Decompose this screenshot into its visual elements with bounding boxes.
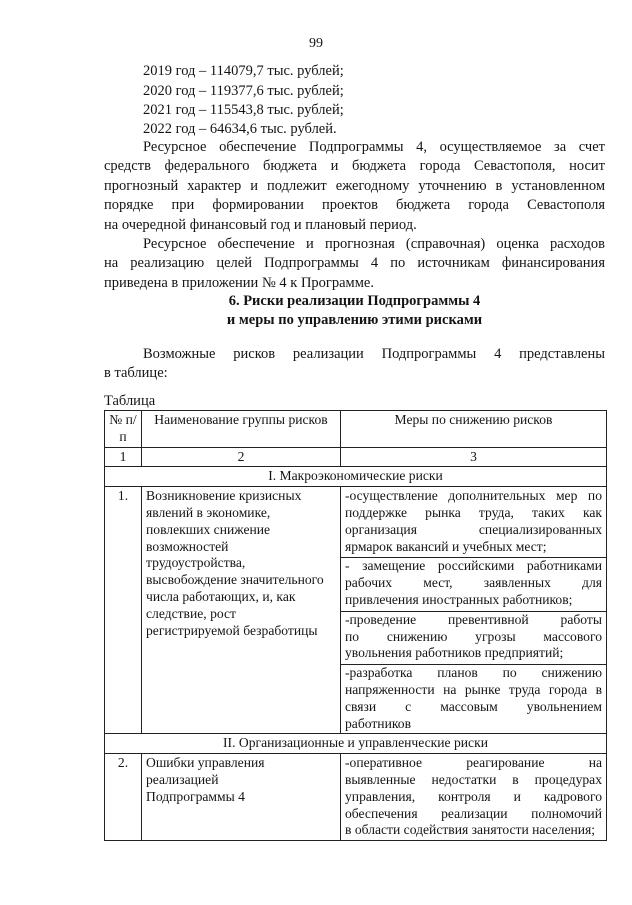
para1-line: на очередной финансовый год и плановый период. — [104, 216, 417, 233]
para1-line: Ресурсное обеспечение Подпрограммы 4, осуществляемое за счет — [143, 139, 605, 155]
measure-line: рабочих мест, заявленных для — [345, 575, 602, 591]
para3-line: в таблице: — [104, 365, 168, 382]
measure-line: организация специализированных — [345, 521, 602, 537]
risk-group-cell — [142, 754, 341, 841]
measure-line: -разработка планов по снижению — [345, 665, 602, 681]
risk-group-line: высвобождение значительного — [146, 572, 324, 588]
measure-line: -проведение превентивной работы — [345, 611, 602, 627]
funding-year-2021: 2021 год – 115543,8 тыс. рублей; — [143, 102, 344, 118]
measure-line: управления, контроля и кадрового — [345, 788, 602, 804]
measure-line: -оперативное реагирование на — [345, 755, 602, 771]
risk-group-line: возможностей — [146, 538, 229, 554]
section-heading — [104, 292, 605, 330]
risks-intro-paragraph — [104, 345, 605, 384]
table-section-row-2 — [105, 734, 607, 754]
measure-item — [341, 611, 606, 662]
risk-group-line: следствие, рост — [146, 605, 236, 621]
header-number: № п/п — [105, 411, 142, 448]
measure-line: по снижению угрозы массового — [345, 628, 602, 644]
risks-table — [104, 410, 607, 841]
measure-item — [345, 755, 602, 839]
measure-line: ярмарок вакансий и учебных мест; — [345, 538, 547, 554]
resource-paragraph-2 — [104, 235, 605, 293]
measure-line: -осуществление дополнительных мер по — [345, 488, 602, 504]
table-label: Таблица — [104, 393, 156, 409]
risk-group-cell — [142, 487, 341, 734]
risk-group-line: трудоустройства, — [146, 555, 246, 571]
row-number: 1. — [105, 487, 142, 734]
column-number-2: 2 — [142, 447, 341, 467]
table-section-row-1 — [105, 467, 607, 487]
risk-group-line: повлекших снижение — [146, 521, 271, 537]
funding-year-2022: 2022 год – 64634,6 тыс. рублей. — [143, 121, 337, 137]
risk-group-line: Ошибки управления — [146, 755, 265, 771]
risk-group-line: явлений в экономике, — [146, 504, 271, 520]
page-number: 99 — [309, 36, 323, 51]
para3-line: Возможные рисков реализации Подпрограммы 4 представлены — [143, 346, 605, 362]
measure-line: связи с массовым увольнением — [345, 698, 602, 714]
para2-line: приведена в приложении № 4 к Программе. — [104, 274, 374, 291]
funding-year-2020: 2020 год – 119377,6 тыс. рублей; — [143, 83, 344, 99]
header-measures: Меры по снижению рисков — [341, 411, 607, 448]
measure-item — [341, 557, 606, 608]
section-heading-line-2: и меры по управлению этими рисками — [226, 312, 483, 328]
para1-line: прогнозный характер и подлежит ежегодному уточнению в установленном — [104, 177, 605, 194]
risk-group-line: реализацией — [146, 771, 219, 787]
measure-line: увольнения работников предприятий; — [345, 645, 564, 661]
measures-cell — [341, 487, 607, 734]
measure-line: выявленные недостатки в процедурах — [345, 771, 602, 787]
resource-paragraph-1 — [104, 138, 605, 235]
section-title-macroeconomic: I. Макроэкономические риски — [105, 467, 607, 487]
measure-item — [341, 664, 606, 732]
measure-line: работников — [345, 715, 411, 731]
measure-line: обеспечения реализации полномочий — [345, 805, 602, 821]
column-number-3: 3 — [341, 447, 607, 467]
measure-item — [345, 488, 602, 555]
para1-line: средств федерального бюджета и бюджета города Севастополя, носит — [104, 158, 605, 175]
section-title-organizational: II. Организационные и управленческие риски — [105, 734, 607, 754]
table-row — [105, 487, 607, 734]
table-header-row — [105, 411, 607, 448]
para2-line: на реализацию целей Подпрограммы 4 по источникам финансирования — [104, 255, 605, 272]
table-column-numbers-row — [105, 447, 607, 467]
measure-line: привлечения иностранных работников; — [345, 591, 573, 607]
measure-line: - замещение российскими работниками — [345, 558, 602, 574]
para1-line: порядке при формировании проектов бюджета города Севастополя — [104, 197, 605, 214]
column-number-1: 1 — [105, 447, 142, 467]
header-risk-group: Наименование группы рисков — [142, 411, 341, 448]
measure-line: в области содействия занятости населения; — [345, 822, 596, 838]
funding-year-2019: 2019 год – 114079,7 тыс. рублей; — [143, 63, 344, 79]
measures-cell — [341, 754, 607, 841]
measure-line: поддержке рынка труда, таких как — [345, 504, 602, 520]
risk-group-line: Возникновение кризисных — [146, 488, 302, 504]
risk-group-line: Подпрограммы 4 — [146, 788, 245, 804]
risk-group-line: регистрируемой безработицы — [146, 622, 318, 638]
para2-line: Ресурсное обеспечение и прогнозная (справочная) оценка расходов — [143, 236, 605, 252]
table-row — [105, 754, 607, 841]
row-number: 2. — [105, 754, 142, 841]
risk-group-line: числа работающих, и, как — [146, 588, 296, 604]
section-heading-line-1: 6. Риски реализации Подпрограммы 4 — [228, 293, 481, 309]
measure-line: напряженности на рынке труда города в — [345, 681, 602, 697]
